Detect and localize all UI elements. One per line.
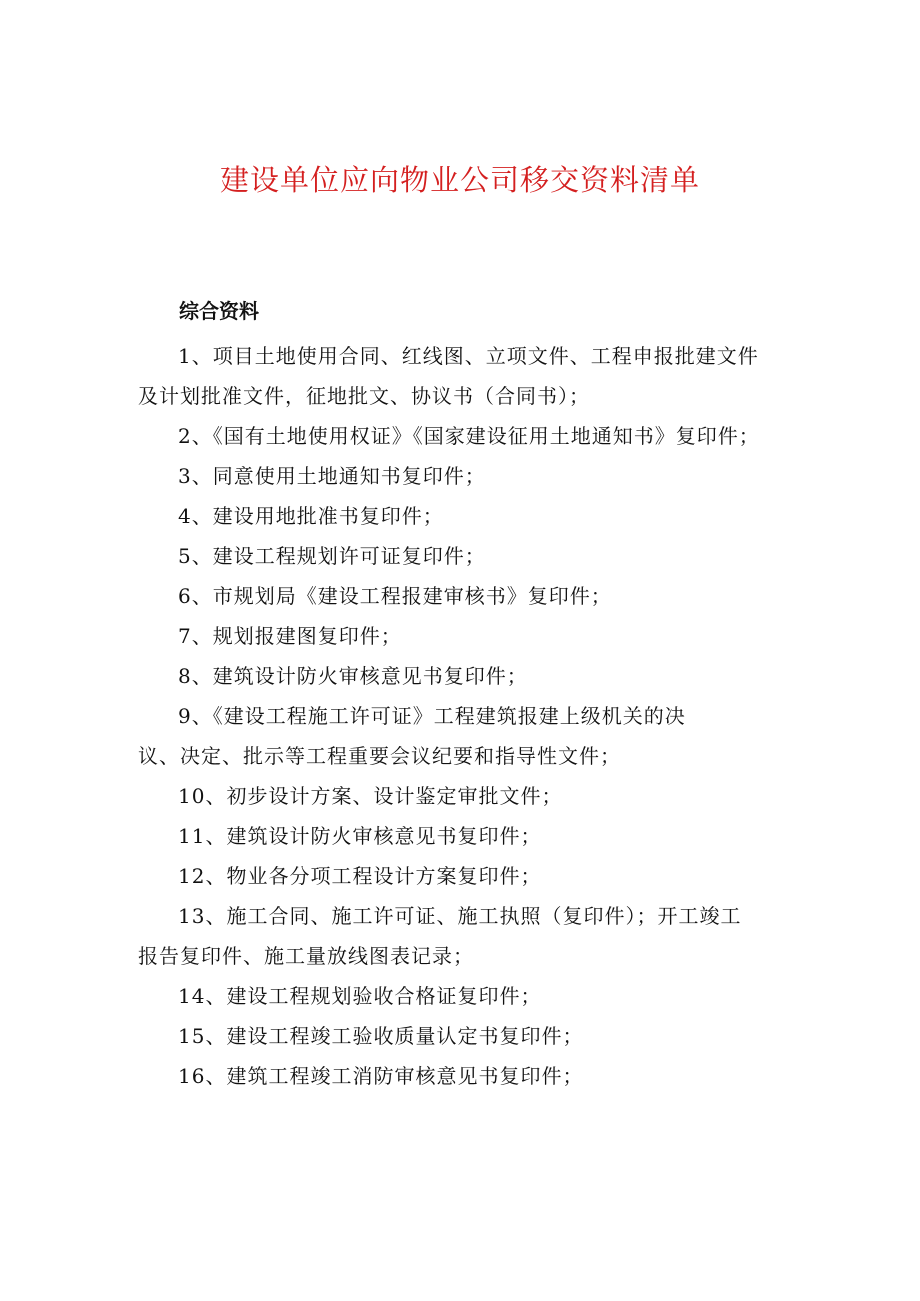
list-item bbox=[138, 976, 798, 1016]
item-line: 14、建设工程规划验收合格证复印件； bbox=[178, 984, 542, 1008]
list-item bbox=[138, 416, 798, 456]
item-line: 2、《国有土地使用权证》《国家建设征用土地通知书》复印件； bbox=[178, 424, 760, 448]
document-title: 建设单位应向物业公司移交资料清单 bbox=[219, 163, 700, 197]
list-item bbox=[138, 856, 798, 896]
list-item bbox=[138, 496, 798, 536]
list-item bbox=[138, 456, 798, 496]
item-line: 10、初步设计方案、设计鉴定审批文件； bbox=[178, 784, 563, 808]
item-line: 5、建设工程规划许可证复印件； bbox=[178, 544, 486, 568]
item-line: 6、市规划局《建设工程报建审核书》复印件； bbox=[178, 584, 612, 608]
item-line: 及计划批准文件，征地批文、协议书（合同书）； bbox=[138, 384, 590, 408]
list-item bbox=[138, 656, 798, 696]
section-heading: 综合资料 bbox=[179, 299, 259, 323]
item-line: 7、规划报建图复印件； bbox=[178, 624, 402, 648]
item-line: 4、建设用地批准书复印件； bbox=[178, 504, 444, 528]
list-item bbox=[138, 776, 798, 816]
list-item bbox=[138, 816, 798, 856]
list-item bbox=[138, 696, 798, 776]
list-item bbox=[138, 536, 798, 576]
item-line: 12、物业各分项工程设计方案复印件； bbox=[178, 864, 542, 888]
item-line: 13、施工合同、施工许可证、施工执照（复印件）；开工竣工 bbox=[178, 904, 742, 928]
list-item bbox=[138, 1016, 798, 1056]
item-line: 15、建设工程竣工验收质量认定书复印件； bbox=[178, 1024, 584, 1048]
item-line: 8、建筑设计防火审核意见书复印件； bbox=[178, 664, 528, 688]
item-line: 11、建筑设计防火审核意见书复印件； bbox=[178, 824, 542, 848]
item-line: 16、建筑工程竣工消防审核意见书复印件； bbox=[178, 1064, 584, 1088]
item-line: 3、同意使用土地通知书复印件； bbox=[178, 464, 486, 488]
item-line: 议、决定、批示等工程重要会议纪要和指导性文件； bbox=[138, 744, 621, 768]
item-line: 报告复印件、施工量放线图表记录； bbox=[138, 944, 474, 968]
item-line: 9、《建设工程施工许可证》工程建筑报建上级机关的决 bbox=[178, 704, 686, 728]
list-item bbox=[138, 616, 798, 656]
item-line: 1、项目土地使用合同、红线图、立项文件、工程申报批建文件 bbox=[178, 344, 759, 368]
list-item bbox=[138, 336, 798, 416]
list-item bbox=[138, 1056, 798, 1096]
list-item bbox=[138, 896, 798, 976]
list-item bbox=[138, 576, 798, 616]
item-list bbox=[138, 336, 798, 1096]
